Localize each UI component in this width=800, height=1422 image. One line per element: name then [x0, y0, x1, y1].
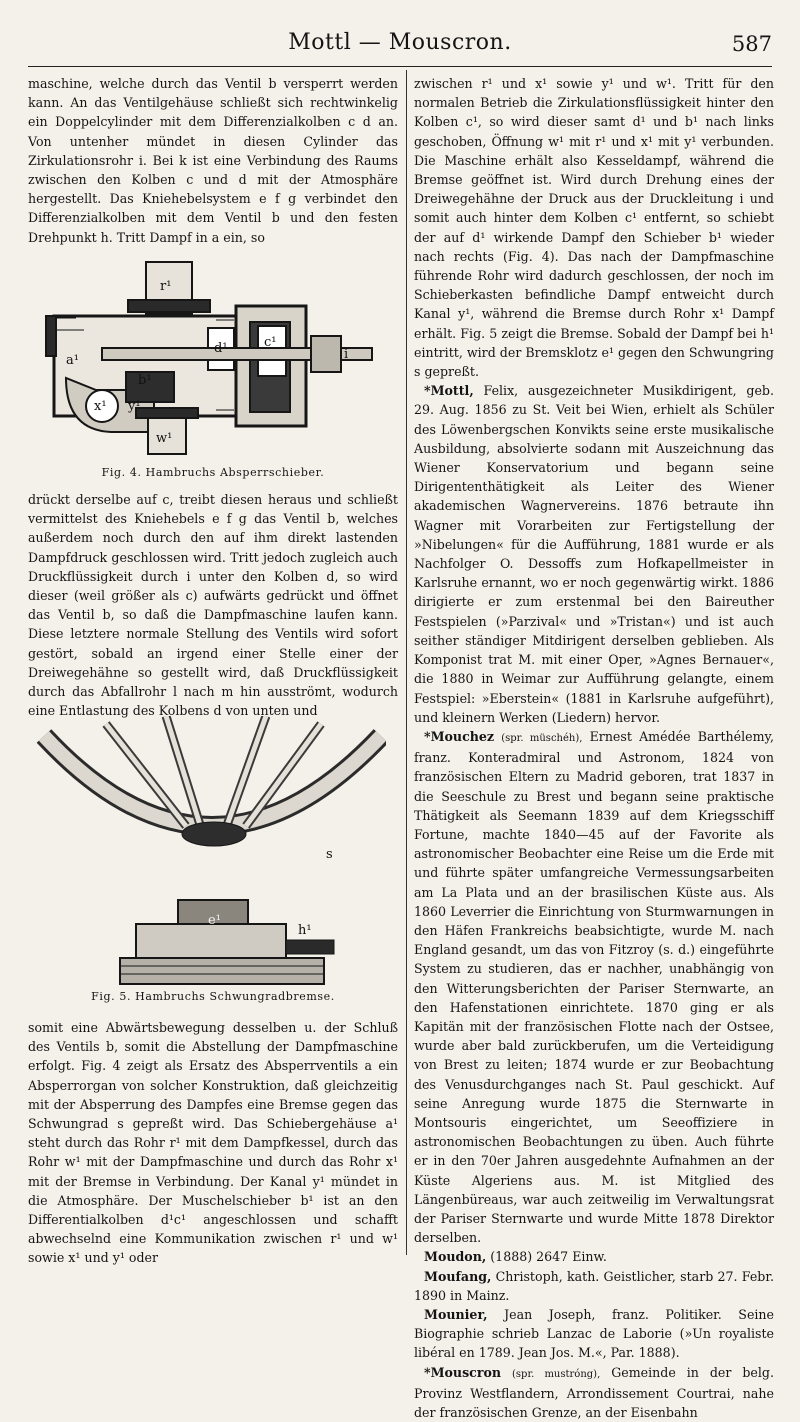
paragraph: somit eine Abwärtsbewegung desselben u. der Schluß des Ventils b, somit die Abstellung der Dampfmaschine erfolgt. Fig. 4 zeigt als Ersatz des Absperrventils a ein Absperrorgan von solcher Konstruktion, daß gleichzeitig mit der Absperrung des Dampfes eine Bremse gegen das Schwungrad s gepreßt wird. Das Schiebergehäuse a¹ steht durch das Rohr r¹ mit dem Dampfkessel, durch das Rohr w¹ mit der Dampfmaschine und durch das Rohr x¹ mit der Bremse in Verbindung. Der Kanal y¹ mündet in die Atmosphäre. Der Muschelschieber b¹ ist an den Differentialkolben d¹c¹ angeschlossen und schafft abwechselnd eine Kommunikation zwischen r¹ und w¹ sowie x¹ und y¹ oder	[28, 1020, 398, 1266]
entry-pronunciation: (spr. müschéh),	[501, 732, 583, 744]
fig4-drawing	[36, 260, 386, 456]
label-e1: e¹	[208, 913, 221, 928]
fig5-drawing	[36, 716, 386, 986]
entry-mouchez	[414, 727, 774, 1247]
label-c1: c¹	[264, 335, 277, 350]
label-b1: b¹	[138, 373, 152, 388]
label-x1: x¹	[94, 399, 107, 414]
entry-headword: *Mouchez	[424, 728, 495, 744]
entry-headword: Moufang,	[424, 1268, 492, 1284]
label-y1: y¹	[128, 399, 141, 414]
paragraph: drückt derselbe auf c, treibt diesen heraus und schließt vermittelst des Kniehebels e f g das Ventil b, welches außerdem noch durch den auf ihm direkt lastenden Dampfdruck geschlossen wird. Tritt jedoch zugleich auch Druckflüssigkeit durch i unter den Kolben d, so wird dieser (weil größer als c) aufwärts gedrückt und öffnet das Ventil b, so daß die Dampfmaschine laufen kann. Diese letztere normale Stellung des Ventils wird sofort gestört, sobald an irgend einer Stelle einer der Dreiwegehähne so gestellt wird, daß Druckflüssigkeit durch das Abfallrohr l nach m hin ausströmt, wodurch eine Entlastung des Kolbens d von unten und	[28, 492, 398, 719]
label-s: s	[326, 847, 333, 862]
left-text-block-2	[28, 490, 398, 719]
entry-mottl	[414, 381, 774, 727]
entry-headword: Mounier,	[424, 1307, 488, 1322]
entry-headword: *Mottl,	[424, 383, 474, 399]
entry-body: Felix, ausgezeichneter Musikdirigent, geb. 29. Aug. 1856 zu St. Veit bei Wien, erhielt als Schüler des Löwenbergschen Konvikts seine erste musikalische Ausbildung, absolvierte sodann mit Auszeichnung das Wiener Konservatorium und begann seine Dirigententhätigkeit als Leiter des Wiener akademischen Wagnervereins. 1876 betraute ihn Wagner mit Vorarbeiten zur Fertigstellung der »Nibelungen« für die Aufführung, 1881 wurde er als Nachfolger O. Dessoffs zum Hofkapellmeister in Karlsruhe ernannt, wo er noch gegenwärtig wirkt. 1886 dirigierte er zum erstenmal bei den Baireuther Festspielen (»Parzival« und »Tristan«) und ist auch seither ständiger Mitdirigent derselben geblieben. Als Komponist trat M. mit einer Oper, »Agnes Bernauer«, die 1880 in Weimar zur Aufführung gelangte, einem Festspiel: »Eberstein« (1881 in Karlsruhe aufgeführt), und kleinern Werken (Liedern) hervor.	[414, 383, 774, 725]
paragraph: maschine, welche durch das Ventil b versperrt werden kann. An das Ventilgehäuse schließt sich rechtwinkelig ein Doppelcylinder mit dem Differenzialkolben c d an. Von untenher mündet in diesen Cylinder das Zirkulationsrohr i. Bei k ist eine Verbindung des Raums zwischen den Kolben c und d mit der Atmosphäre hergestellt. Das Kniehebelsystem e f g verbindet den Differenzialkolben mit dem Ventil b und den festen Drehpunkt h. Tritt Dampf in a ein, so	[28, 76, 398, 245]
label-a1: a¹	[66, 353, 79, 368]
entry-moufang	[414, 1267, 774, 1305]
entry-body: (1888) 2647 Einw.	[490, 1249, 607, 1265]
figure-4-caption: Fig. 4. Hambruchs Absperrschieber.	[101, 466, 325, 479]
label-d1: d¹	[214, 341, 228, 356]
figure-5-flywheel-brake	[36, 716, 386, 986]
label-w1: w¹	[156, 431, 173, 446]
entry-moudon	[414, 1247, 774, 1266]
label-h1: h¹	[298, 923, 312, 938]
entry-pronunciation: (spr. mustróng),	[512, 1368, 601, 1380]
left-text-block-1	[28, 74, 398, 254]
paragraph: zwischen r¹ und x¹ sowie y¹ und w¹. Tritt für den normalen Betrieb die Zirkulationsflüssigkeit hinter den Kolben c¹, so wird dieser samt d¹ und b¹ nach links geschoben, Öffnung w¹ mit r¹ und x¹ mit y¹ verbunden. Die Maschine erhält also Kesseldampf, während die Bremse geöffnet ist. Wird durch Drehung eines der Dreiwegehähne der Druck aus der Druckleitung i und somit auch hinter dem Kolben c¹ entfernt, so schiebt der auf d¹ wirkende Dampf den Schieber b¹ wieder nach rechts (Fig. 4). Das nach der Dampfmaschine führende Rohr wird dadurch geschlossen, der noch im Schieberkasten befindliche Dampf entweicht durch Kanal y¹, während die Bremse durch Rohr x¹ Dampf erhält. Fig. 5 zeigt die Bremse. Sobald der Dampf bei h¹ eintritt, wird der Bremsklotz e¹ gegen den Schwungring s gepreßt.	[414, 76, 774, 380]
figure-5-caption: Fig. 5. Hambruchs Schwungradbremse.	[91, 990, 335, 1003]
figure-4-shut-off-valve	[36, 260, 386, 456]
label-r1: r¹	[160, 279, 172, 294]
entry-body: Christoph, kath. Geistlicher, starb 27. Febr. 1890 in Mainz.	[414, 1268, 774, 1303]
label-i: i	[344, 347, 349, 362]
running-title: Mottl — Mouscron.	[288, 30, 512, 55]
entry-headword: *Mouscron	[424, 1364, 502, 1380]
entry-headword: Moudon,	[424, 1249, 487, 1265]
right-text-column	[414, 74, 774, 1421]
entry-body: Gemeinde in der belg. Provinz Westflandern, Arrondissement Courtrai, nahe der französischen Grenze, an der Eisenbahn	[414, 1364, 774, 1421]
entry-mouscron	[414, 1363, 774, 1422]
column-separator	[406, 70, 407, 1255]
entry-body: Ernest Amédée Barthélemy, franz. Konteradmiral und Astronom, 1824 von französischen Eltern zu Madrid geboren, trat 1837 in die Seeschule zu Brest und begann seine praktische Thätigkeit als Seemann 1839 auf dem Kriegsschiff Fortune, machte 1840—45 auf der Favorite als astronomischer Beobachter eine Reise um die Erde mit und führte später umfangreiche Vermessungsarbeiten am La Plata und an der brasilischen Küste aus. Als 1860 Leverrier die Einrichtung von Sturmwarnungen in den Häfen Frankreichs beabsichtigte, wurde M. nach England gesandt, um das von Fitzroy (s. d.) eingeführte System zu studieren, das er nachher, unabhängig von den Witterungsberichten der Pariser Sternwarte, an den Hafenstationen einrichtete. 1870 ging er als Kapitän mit der französischen Flotte nach der Ostsee, wurde aber bald zurückberufen, um die Verteidigung von Brest zu leiten; 1874 wurde er zur Beobachtung des Venusdurchganges nach St. Paul geschickt. Auf seine Anregung wurde 1875 die Sternwarte in Montsouris eingerichtet, um Seeoffiziere in astronomischen Beobachtungen zu üben. Auch führte er in den 70er Jahren ausgedehnte Aufnahmen an der Küste Algeriens aus. M. ist Mitglied des Längenbüreaus, war auch zeitweilig im Verwaltungsrat der Pariser Sternwarte und wurde Mitte 1878 Direktor derselben.	[414, 728, 774, 1246]
page-number: 587	[731, 32, 772, 56]
entry-mounier	[414, 1305, 774, 1363]
left-text-block-3	[28, 1018, 398, 1266]
entry-body: Jean Joseph, franz. Politiker. Seine Biographie schrieb Lanzac de Laborie (»Un royaliste libéral en 1789. Jean Jos. M.«, Par. 1888).	[414, 1307, 774, 1361]
page-header	[28, 30, 772, 64]
header-rule	[28, 66, 772, 67]
